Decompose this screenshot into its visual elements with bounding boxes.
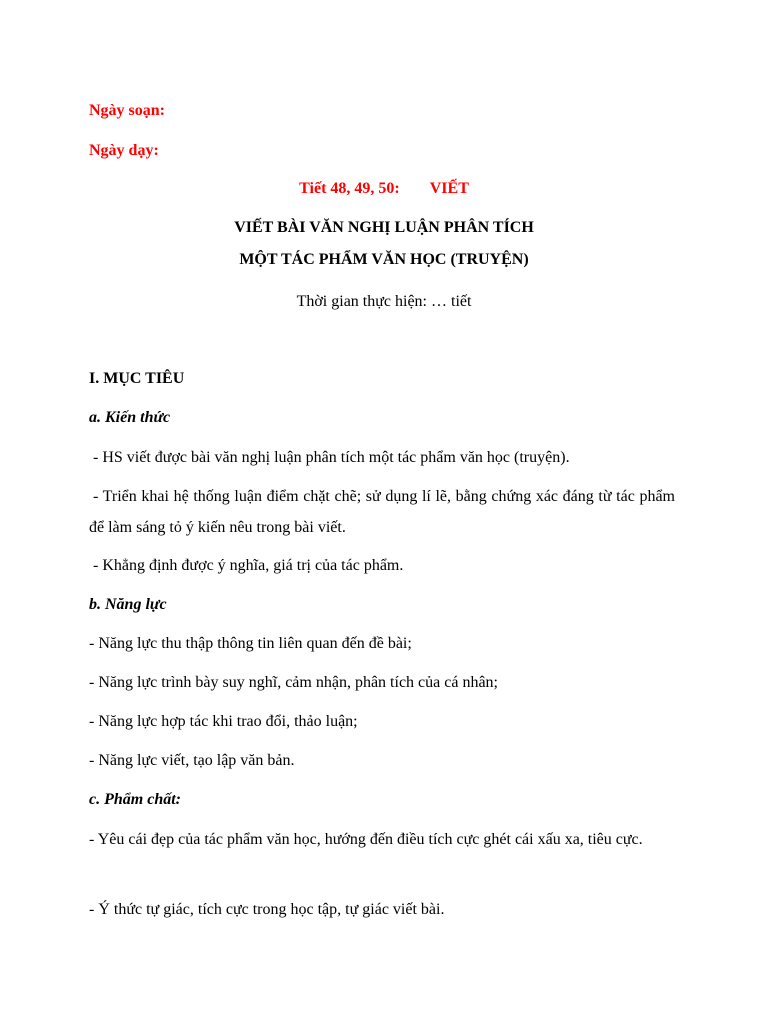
lesson-header (0, 179, 768, 199)
knowledge-item: - HS viết được bài văn nghị luận phân tích một tác phẩm văn học (truyện). (93, 449, 570, 466)
knowledge-item: - Triển khai hệ thống luận điểm chặt chẽ; sử dụng lí lẽ, bằng chứng xác đáng từ tác phẩm để làm sáng tỏ ý kiến nêu trong bài viết. (89, 488, 675, 536)
ability-heading: b. Năng lực (89, 596, 167, 613)
knowledge-item: - Khẳng định được ý nghĩa, giá trị của tác phẩm. (93, 557, 404, 574)
lesson-period: Tiết 48, 49, 50: (299, 180, 400, 197)
quality-item: - Ý thức tự giác, tích cực trong học tập, tự giác viết bài. (89, 901, 445, 918)
lesson-skill: VIẾT (429, 180, 469, 197)
quality-item: - Yêu cái đẹp của tác phẩm văn học, hướng đến điều tích cực ghét cái xấu xa, tiêu cực. (89, 831, 643, 848)
section-heading: I. MỤC TIÊU (89, 370, 185, 387)
ability-item: - Năng lực thu thập thông tin liên quan đến đề bài; (89, 635, 412, 652)
teach-date-label: Ngày dạy: (89, 142, 159, 159)
prep-date-label: Ngày soạn: (89, 102, 166, 119)
ability-item: - Năng lực hợp tác khi trao đổi, thảo luận; (89, 713, 358, 730)
quality-heading: c. Phẩm chất: (89, 791, 181, 808)
knowledge-heading: a. Kiến thức (89, 409, 171, 426)
lesson-duration: Thời gian thực hiện: … tiết (296, 293, 472, 310)
ability-item: - Năng lực trình bày suy nghĩ, cảm nhận, phân tích của cá nhân; (89, 674, 498, 691)
ability-item: - Năng lực viết, tạo lập văn bản. (89, 752, 295, 769)
lesson-title-line2: MỘT TÁC PHẨM VĂN HỌC (TRUYỆN) (239, 251, 529, 268)
lesson-title-line1: VIẾT BÀI VĂN NGHỊ LUẬN PHÂN TÍCH (234, 219, 534, 236)
